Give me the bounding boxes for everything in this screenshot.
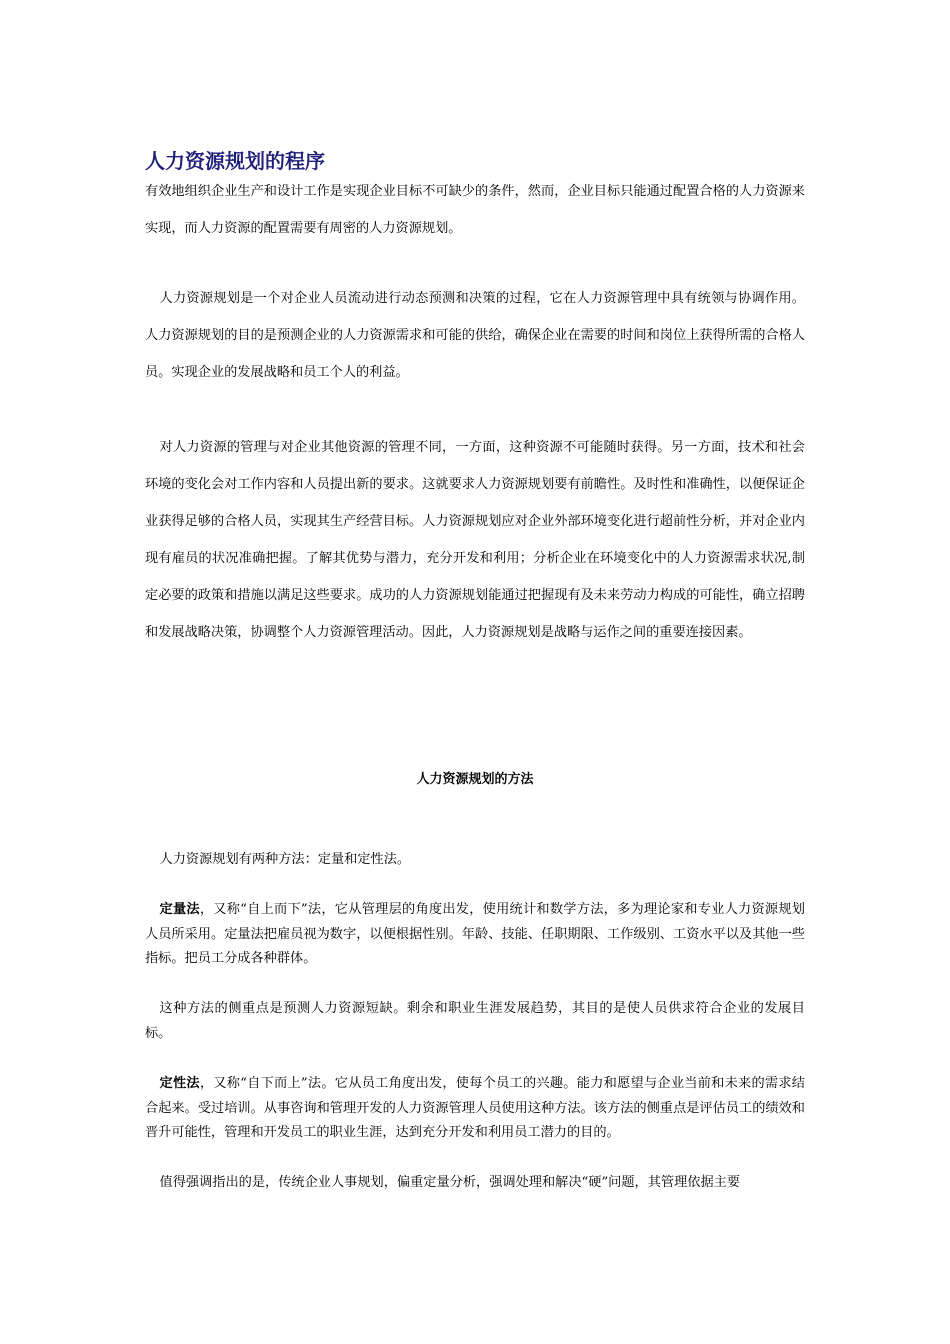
- quantitative-method-paragraph: [145, 898, 805, 972]
- definition-paragraph: 人力资源规划是一个对企业人员流动进行动态预测和决策的过程，它在人力资源管理中具有统领与协调作用。人力资源规划的目的是预测企业的人力资源需求和可能的供给，确保企业在需要的时间和岗位上获得所需的合格人员。实现企业的发展战略和员工个人的利益。: [145, 291, 805, 380]
- qualitative-description: ，又称“自下而上”法。它从员工角度出发，使每个员工的兴趣。能力和愿望与企业当前和未来的需求结合起来。受过培训。从事咨询和管理开发的人力资源管理人员使用这种方法。该方法的侧重点是评估员工的绩效和晋升可能性，管理和开发员工的职业生涯，达到充分开发和利用员工潜力的目的。: [145, 1076, 805, 1140]
- methods-intro-paragraph: 人力资源规划有两种方法：定量和定性法。: [159, 852, 411, 867]
- page-title: 人力资源规划的程序: [145, 149, 325, 173]
- qualitative-method-paragraph: [145, 1072, 805, 1146]
- closing-paragraph: 值得强调指出的是，传统企业人事规划，偏重定量分析，强调处理和解决“硬”问题，其管理依据主要: [159, 1175, 741, 1190]
- intro-paragraph: 有效地组织企业生产和设计工作是实现企业目标不可缺少的条件，然而，企业目标只能通过配置合格的人力资源来实现，而人力资源的配置需要有周密的人力资源规划。: [145, 184, 805, 236]
- quantitative-description: ，又称“自上而下”法，它从管理层的角度出发，使用统计和数学方法，多为理论家和专业人力资源规划人员所采用。定量法把雇员视为数字，以便根据性别。年龄、技能、任职期限、工作级别、工资水平以及其他一些指标。把员工分成各种群体。: [145, 902, 805, 966]
- qualitative-term: 定性法: [159, 1076, 200, 1091]
- importance-paragraph: 对人力资源的管理与对企业其他资源的管理不同，一方面，这种资源不可能随时获得。另一方面，技术和社会环境的变化会对工作内容和人员提出新的要求。这就要求人力资源规划要有前瞻性。及时性和准确性，以便保证企业获得足够的合格人员，实现其生产经营目标。人力资源规划应对企业外部环境变化进行超前性分析，并对企业内现有雇员的状况准确把握。了解其优势与潜力，充分开发和利用；分析企业在环境变化中的人力资源需求状况,制定必要的政策和措施以满足这些要求。成功的人力资源规划能通过把握现有及未来劳动力构成的可能性，确立招聘和发展战略决策，协调整个人力资源管理活动。因此，人力资源规划是战略与运作之间的重要连接因素。: [145, 440, 805, 640]
- section-title: 人力资源规划的方法: [416, 772, 534, 787]
- quantitative-term: 定量法: [159, 902, 200, 917]
- focus-paragraph: 这种方法的侧重点是预测人力资源短缺。剩余和职业生涯发展趋势，其目的是使人员供求符合企业的发展目标。: [145, 1001, 805, 1041]
